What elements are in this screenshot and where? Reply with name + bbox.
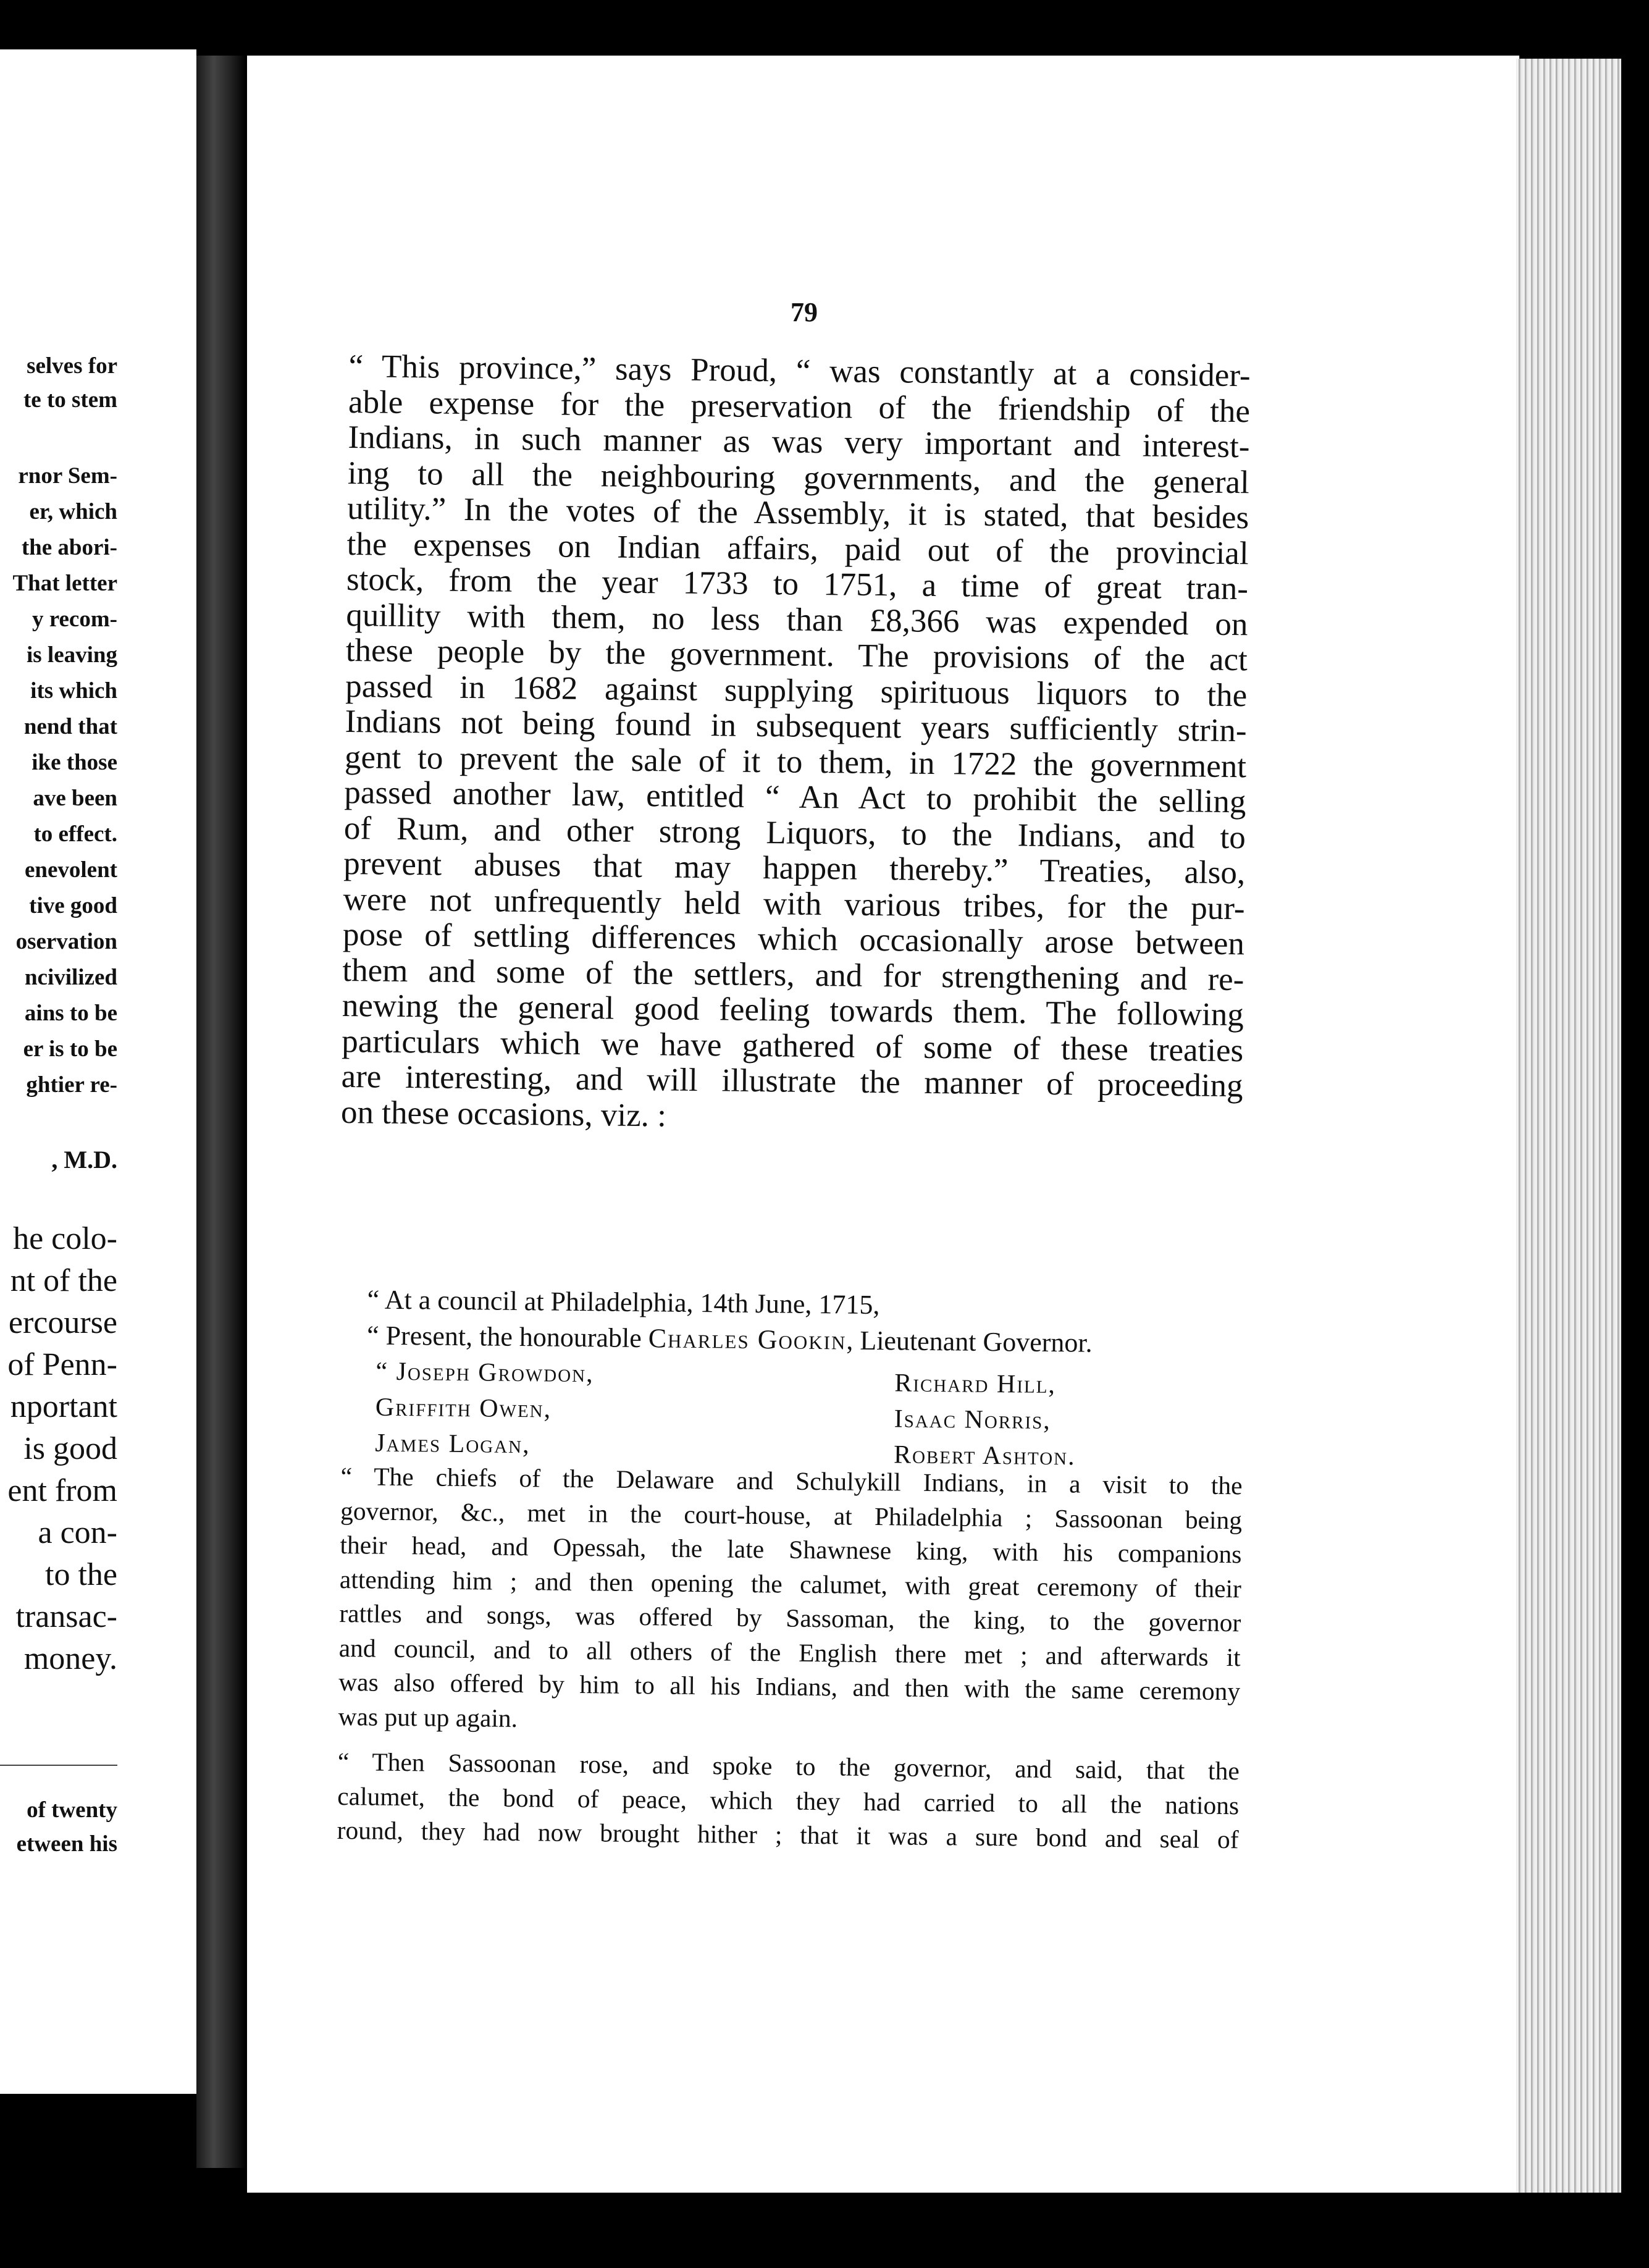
left-big-line: is good <box>23 1431 117 1466</box>
chiefs-line: “ The chiefs of the Delaware and Schulykill Indians, in a visit to the <box>340 1461 1243 1500</box>
paragraph-line: newing the general good feeling towards them. The following <box>342 987 1244 1033</box>
member-name: Isaac Norris, <box>894 1405 1052 1435</box>
present-name: Charles Gookin <box>648 1323 847 1356</box>
left-big-line: nportant <box>10 1389 117 1424</box>
chiefs-line: their head, and Opessah, the late Shawnese king, with his companions <box>340 1530 1242 1569</box>
members-column-left <box>375 1354 594 1464</box>
left-big-line: money. <box>23 1641 117 1676</box>
paragraph-line: on these occasions, viz. : <box>340 1094 667 1133</box>
chiefs-line: attending him ; and then opening the calumet, with great ceremony of their <box>339 1564 1242 1603</box>
council-members <box>341 1353 1244 1469</box>
left-big-line: nt of the <box>10 1263 117 1298</box>
present-suffix: , Lieutenant Governor. <box>846 1325 1093 1358</box>
book-gutter <box>196 56 246 2168</box>
chiefs-line: rattles and songs, was offered by Sassoman, the king, to the governor <box>339 1598 1241 1637</box>
paragraph-line: quillity with them, no less than £8,366 was expended on <box>346 597 1248 642</box>
left-line: nend that <box>23 714 117 739</box>
left-big-line: transac- <box>15 1599 117 1634</box>
paragraph-line: utility.” In the votes of the Assembly, it is stated, that besides <box>346 490 1249 536</box>
paragraph-line: passed another law, entitled “ An Act to prohibit the selling <box>344 774 1246 820</box>
left-line: er, which <box>29 499 117 524</box>
left-footnote-line: etween his <box>16 1831 117 1857</box>
member-name: Griffith Owen, <box>375 1393 552 1424</box>
paragraph-line: these people by the government. The provisions of the act <box>345 632 1248 678</box>
left-line: ncivilized <box>24 965 117 990</box>
sassoonan-line: calumet, the bond of peace, which they had carried to all the nations <box>337 1781 1240 1820</box>
paragraph-line: of Rum, and other strong Liquors, to the Indians, and to <box>343 810 1246 855</box>
left-line: tive good <box>29 893 117 918</box>
paragraph-line: particulars which we have gathered of some of these treaties <box>341 1023 1244 1069</box>
member-name: Richard Hill, <box>894 1369 1057 1400</box>
sassoonan-paragraph <box>337 1745 1240 1857</box>
left-line: That letter <box>12 571 117 596</box>
chiefs-line: was put up again. <box>338 1702 518 1732</box>
paragraph-line: Indians, in such manner as was very important and interest- <box>348 419 1250 465</box>
left-footnote-rule <box>0 1765 117 1766</box>
member-name: James Logan, <box>375 1429 531 1460</box>
left-line: rnor Sem- <box>18 463 117 489</box>
page-number: 79 <box>791 297 818 327</box>
council-line: “ At a council at Philadelphia, 14th June, 1715, <box>367 1284 880 1321</box>
left-line: y recom- <box>32 607 117 632</box>
paragraph-line: ing to all the neighbouring governments, and the general <box>347 455 1250 500</box>
left-line: selves for <box>27 353 117 379</box>
left-line: ike those <box>31 750 117 775</box>
paragraph-line: “ This province,” says Proud, “ was constantly at a consider- <box>348 348 1251 394</box>
left-line: ave been <box>33 786 117 811</box>
paragraph-line: them and some of the settlers, and for strengthening and re- <box>342 952 1244 998</box>
paragraph-line: pose of settling differences which occasionally arose between <box>342 916 1245 962</box>
members-column-right <box>894 1365 1076 1474</box>
member-name: “ Joseph Growdon, <box>376 1357 594 1388</box>
chiefs-line: governor, &c., met in the court-house, at Philadelphia ; Sassoonan being <box>340 1496 1243 1534</box>
left-footnote-line: of twenty <box>27 1797 117 1823</box>
sassoonan-line: round, they had now brought hither ; that it was a sure bond and seal of <box>337 1815 1239 1854</box>
left-big-line: of Penn- <box>7 1347 117 1382</box>
paragraph-line: gent to prevent the sale of it to them, in 1722 the government <box>344 739 1247 784</box>
left-line: to effect. <box>33 821 117 847</box>
paragraph-line: stock, from the year 1733 to 1751, a time of great tran- <box>346 561 1249 607</box>
paragraph-line: Indians not being found in subsequent years sufficiently strin- <box>345 703 1247 749</box>
left-big-line: he colo- <box>13 1221 117 1256</box>
left-big-line: ent from <box>7 1473 117 1508</box>
left-line: ains to be <box>24 1001 117 1026</box>
paragraph-line: passed in 1682 against supplying spirituous liquors to the <box>345 668 1248 713</box>
left-big-line: a con- <box>38 1515 117 1550</box>
left-line: the abori- <box>21 535 117 560</box>
left-line: its which <box>30 678 117 704</box>
left-signature: , M.D. <box>51 1146 117 1174</box>
council-quote <box>337 1282 1244 1857</box>
chiefs-line: and council, and to all others of the English there met ; and afterwards it <box>338 1633 1241 1671</box>
member-name: Robert Ashton. <box>893 1440 1076 1471</box>
page-edges <box>1516 59 1621 2193</box>
paragraph-line: were not unfrequently held with various tribes, for the pur- <box>343 881 1245 926</box>
left-line: te to stem <box>23 387 117 413</box>
left-facing-page <box>0 49 196 2094</box>
present-prefix: “ Present, the honourable <box>366 1320 649 1354</box>
paragraph-line: able expense for the preservation of the friendship of the <box>348 384 1251 429</box>
chiefs-line: was also offered by him to all his Indians, and then with the same ceremony <box>338 1667 1241 1706</box>
paragraph-line: prevent abuses that may happen thereby.” Treaties, also, <box>343 845 1246 891</box>
sassoonan-line: “ Then Sassoonan rose, and spoke to the governor, and said, that the <box>337 1747 1240 1786</box>
chiefs-paragraph <box>338 1460 1243 1743</box>
left-line: er is to be <box>23 1036 117 1062</box>
main-paragraph <box>341 349 1251 1140</box>
left-line: is leaving <box>27 642 117 668</box>
left-line: oservation <box>15 929 117 954</box>
left-line: ghtier re- <box>26 1072 117 1098</box>
left-big-line: to the <box>45 1557 117 1592</box>
paragraph-line: are interesting, and will illustrate the manner of proceeding <box>341 1058 1243 1104</box>
left-big-line: ercourse <box>8 1305 117 1340</box>
paragraph-line: the expenses on Indian affairs, paid out of the provincial <box>346 526 1249 571</box>
left-line: enevolent <box>24 857 117 883</box>
